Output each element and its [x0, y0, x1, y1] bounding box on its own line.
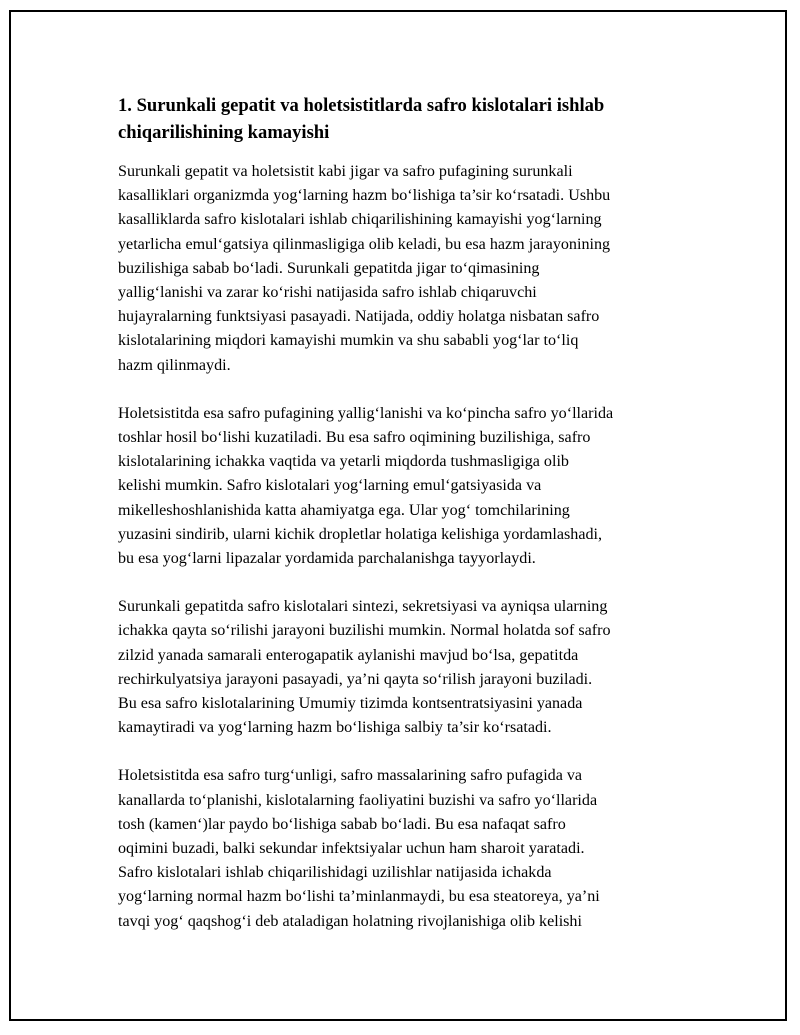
- document-body: [118, 92, 693, 958]
- text-line: kasalliklari organizmda yog‘larning hazm bo‘lishiga ta’sir ko‘rsatadi. Ushbu: [118, 187, 611, 205]
- text-line: bu esa yog‘larni lipazalar yordamida parchalanishga tayyorlaydi.: [118, 550, 536, 568]
- text-line: yetarlicha emul‘gatsiya qilinmasligiga olib keladi, bu esa hazm jarayonining: [118, 235, 611, 253]
- paragraph-2: [118, 402, 693, 571]
- text-line: kasalliklarda safro kislotalari ishlab chiqarilishining kamayishi yog‘larning: [118, 211, 602, 229]
- text-line: zilzid yanada samarali enterogapatik aylanishi mavjud bo‘lsa, gepatitda: [118, 646, 579, 664]
- text-line: Bu esa safro kislotalarining Umumiy tizimda kontsentratsiyasini yanada: [118, 695, 583, 713]
- text-line: Surunkali gepatitda safro kislotalari sintezi, sekretsiyasi va ayniqsa ularning: [118, 598, 608, 616]
- section-heading: [118, 92, 693, 146]
- text-line: kamaytiradi va yog‘larning hazm bo‘lishiga salbiy ta’sir ko‘rsatadi.: [118, 719, 552, 737]
- text-line: buzilishiga sabab bo‘ladi. Surunkali gepatitda jigar to‘qimasining: [118, 259, 540, 277]
- heading-line: 1. Surunkali gepatit va holetsistitlarda safro kislotalari ishlab: [118, 95, 605, 116]
- paragraph-1: [118, 160, 693, 378]
- text-line: Holetsistitda esa safro pufagining yallig‘lanishi va ko‘pincha safro yo‘llarida: [118, 404, 614, 422]
- text-line: hazm qilinmaydi.: [118, 356, 231, 374]
- text-line: Holetsistitda esa safro turg‘unligi, safro massalarining safro pufagida va: [118, 767, 583, 785]
- text-line: mikelleshoshlanishida katta ahamiyatga ega. Ular yog‘ tomchilarining: [118, 501, 570, 519]
- text-line: oqimini buzadi, balki sekundar infektsiyalar uchun ham sharoit yaratadi.: [118, 840, 585, 858]
- text-line: yog‘larning normal hazm bo‘lishi ta’minlanmaydi, bu esa steatoreya, ya’ni: [118, 888, 600, 906]
- text-line: Safro kislotalari ishlab chiqarilishidagi uzilishlar natijasida ichakda: [118, 864, 552, 882]
- text-line: tavqi yog‘ qaqshog‘i deb ataladigan holatning rivojlanishiga olib kelishi: [118, 912, 582, 930]
- paragraph-4: [118, 764, 693, 933]
- text-line: kelishi mumkin. Safro kislotalari yog‘larning emul‘gatsiyasida va: [118, 477, 542, 495]
- text-line: kanallarda to‘planishi, kislotalarning faoliyatini buzishi va safro yo‘llarida: [118, 791, 598, 809]
- text-line: rechirkulyatsiya jarayoni pasayadi, ya’ni qayta so‘rilish jarayoni buziladi.: [118, 670, 593, 688]
- heading-line: chiqarilishining kamayishi: [118, 122, 330, 143]
- paragraph-3: [118, 595, 693, 740]
- text-line: yallig‘lanishi va zarar ko‘rishi natijasida safro ishlab chiqaruvchi: [118, 284, 537, 302]
- text-line: yuzasini sindirib, ularni kichik dropletlar holatiga kelishiga yordamlashadi,: [118, 525, 603, 543]
- text-line: tosh (kamen‘)lar paydo bo‘lishiga sabab bo‘ladi. Bu esa nafaqat safro: [118, 815, 566, 833]
- text-line: kislotalarining ichakka vaqtida va yetarli miqdorda tushmasligiga olib: [118, 453, 569, 471]
- text-line: kislotalarining miqdori kamayishi mumkin va shu sababli yog‘lar to‘liq: [118, 332, 579, 350]
- text-line: Surunkali gepatit va holetsistit kabi jigar va safro pufagining surunkali: [118, 163, 573, 180]
- text-line: toshlar hosil bo‘lishi kuzatiladi. Bu esa safro oqimining buzilishiga, safro: [118, 429, 591, 447]
- text-line: ichakka qayta so‘rilishi jarayoni buzilishi mumkin. Normal holatda sof safro: [118, 622, 611, 640]
- text-line: hujayralarning funktsiyasi pasayadi. Natijada, oddiy holatga nisbatan safro: [118, 308, 600, 326]
